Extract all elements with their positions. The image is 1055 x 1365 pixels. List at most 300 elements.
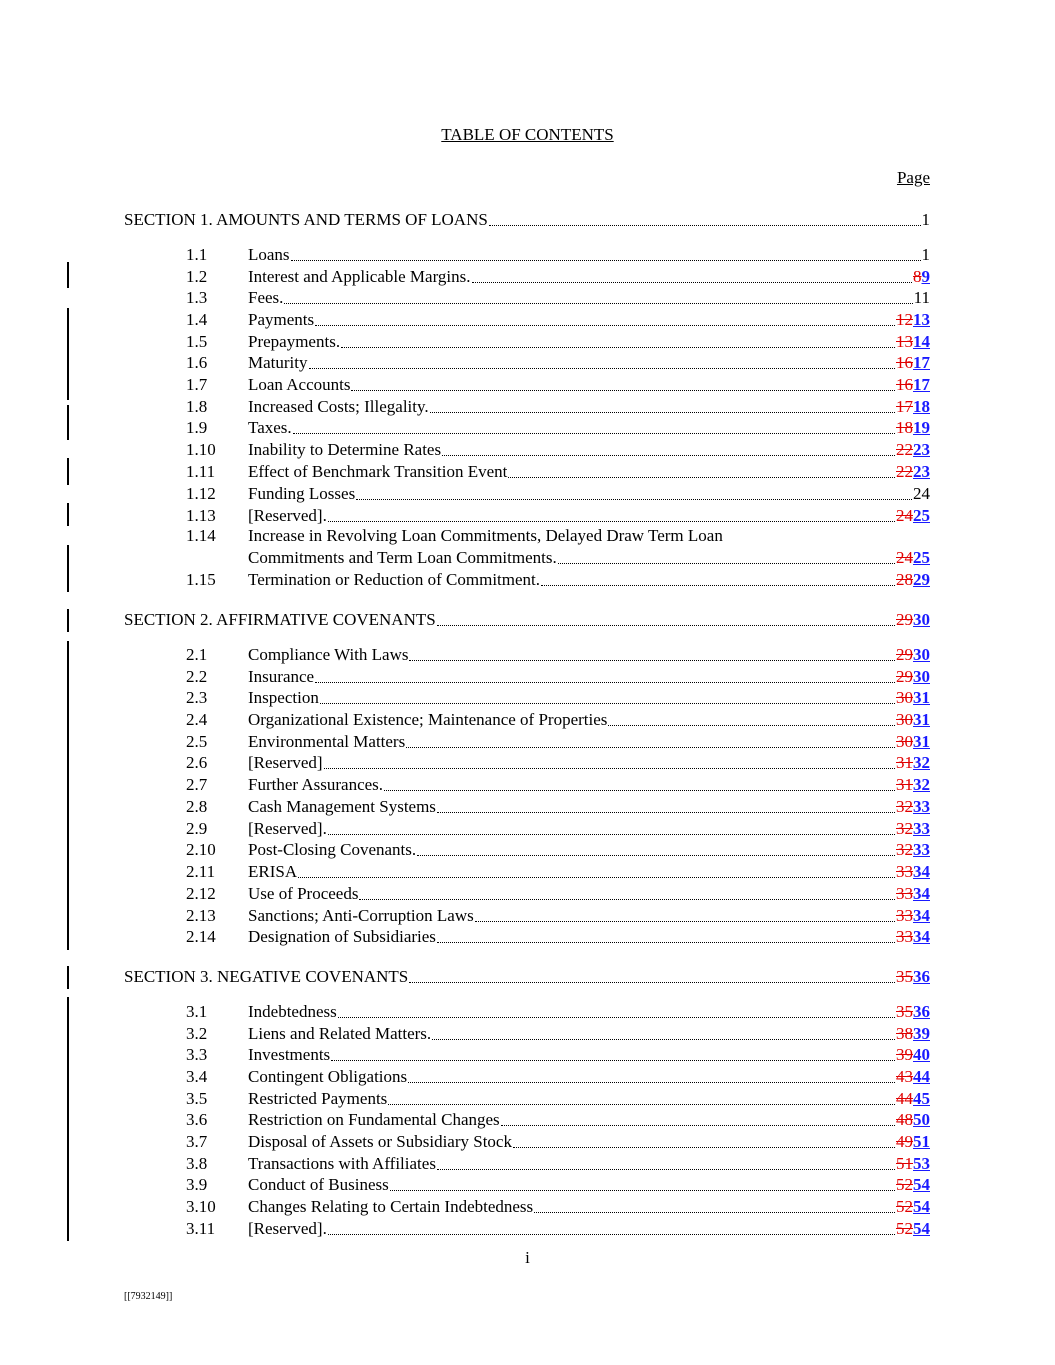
page-number-inserted: 53 — [913, 1154, 930, 1173]
page-number-deleted: 38 — [896, 1024, 913, 1043]
page-number-deleted: 48 — [896, 1110, 913, 1129]
page-number-inserted: 34 — [913, 862, 930, 881]
toc-entry-number: 3.10 — [186, 1197, 216, 1216]
toc-entry-number: 2.8 — [186, 797, 208, 816]
toc-entry-number: 1.3 — [186, 288, 208, 307]
page-ref — [896, 688, 930, 708]
page-number-deleted: 52 — [896, 1175, 913, 1194]
page-number-deleted: 32 — [896, 840, 913, 859]
dot-leader — [437, 811, 895, 813]
toc-entry-title: Cash Management Systems — [248, 797, 436, 816]
toc-entry[interactable] — [124, 667, 930, 687]
toc-entry-title: Effect of Benchmark Transition Event — [248, 462, 508, 481]
toc-entry[interactable] — [124, 1175, 930, 1195]
page-number-unchanged: 1 — [921, 210, 930, 229]
page-ref — [896, 1024, 930, 1044]
toc-entry[interactable] — [124, 1002, 930, 1022]
page-column-label: Page — [896, 168, 930, 187]
dot-leader — [315, 681, 895, 683]
change-bar — [67, 458, 69, 485]
page-number-deleted: 35 — [896, 1002, 913, 1021]
page-ref — [914, 288, 930, 308]
page-number-deleted: 30 — [896, 710, 913, 729]
toc-section-title: SECTION 1. AMOUNTS AND TERMS OF LOANS — [124, 210, 488, 229]
toc-entry-number: 3.1 — [186, 1002, 208, 1021]
page-number-inserted: 33 — [913, 797, 930, 816]
page-number-inserted: 33 — [913, 819, 930, 838]
toc-entry-title: Interest and Applicable Margins. — [248, 267, 471, 286]
page-ref — [896, 1197, 930, 1217]
toc-entry-title: Organizational Existence; Maintenance of Properties — [248, 710, 608, 729]
toc-entry-number: 2.10 — [186, 840, 216, 859]
toc-entry[interactable] — [124, 1154, 930, 1174]
dot-leader — [338, 1016, 895, 1018]
dot-leader — [328, 833, 895, 835]
dot-leader — [351, 389, 895, 391]
toc-entry-title: Inspection — [248, 688, 319, 707]
change-bar — [67, 966, 69, 989]
toc-entry[interactable] — [124, 1197, 930, 1217]
page-number-inserted: 29 — [913, 570, 930, 589]
toc-entry-number: 1.14 — [186, 526, 216, 545]
dot-leader — [417, 854, 895, 856]
toc-entry-title: Disposal of Assets or Subsidiary Stock — [248, 1132, 512, 1151]
dot-leader — [558, 562, 895, 564]
page-number-deleted: 44 — [896, 1089, 913, 1108]
dot-leader — [501, 1124, 895, 1126]
page-number-deleted: 33 — [896, 927, 913, 946]
toc-entry[interactable] — [124, 418, 930, 438]
toc-entry-title: [Reserved] — [248, 753, 323, 772]
toc-entry-number: 2.11 — [186, 862, 216, 881]
page-number-deleted: 29 — [896, 645, 913, 664]
toc-entry-title: Loan Accounts — [248, 375, 351, 394]
page-ref — [896, 753, 930, 773]
toc-entry[interactable] — [124, 570, 930, 590]
page-number-deleted: 31 — [896, 775, 913, 794]
toc-entry-number: 2.4 — [186, 710, 208, 729]
change-bar — [67, 405, 69, 440]
toc-entry[interactable] — [124, 245, 930, 265]
toc-section-entry[interactable] — [124, 610, 930, 630]
page-number-unchanged: 11 — [913, 288, 930, 307]
toc-entry-number: 1.15 — [186, 570, 216, 589]
toc-entry-number: 1.8 — [186, 397, 208, 416]
page-ref — [896, 862, 930, 882]
dot-leader — [284, 302, 912, 304]
page-ref — [896, 1219, 930, 1239]
toc-entry-title: ERISA — [248, 862, 298, 881]
toc-entry-title: [Reserved]. — [248, 1219, 327, 1238]
page-number-deleted: 33 — [896, 862, 913, 881]
page-number-inserted: 9 — [921, 267, 930, 286]
toc-entry-number: 2.12 — [186, 884, 216, 903]
page-number-inserted: 45 — [913, 1089, 930, 1108]
change-bar — [67, 609, 69, 632]
toc-entry[interactable] — [124, 267, 930, 287]
page-ref — [896, 775, 930, 795]
toc-entry-number: 1.4 — [186, 310, 208, 329]
toc-entry-title: Restriction on Fundamental Changes — [248, 1110, 500, 1129]
dot-leader — [608, 724, 895, 726]
page-ref — [896, 440, 930, 460]
page-number-deleted: 17 — [896, 397, 913, 416]
page-ref — [896, 967, 930, 987]
toc-entry-number: 2.5 — [186, 732, 208, 751]
dot-leader — [293, 432, 895, 434]
page-number-inserted: 23 — [913, 462, 930, 481]
toc-entry[interactable] — [124, 1024, 930, 1044]
page-ref — [896, 1089, 930, 1109]
page-number-deleted: 22 — [896, 462, 913, 481]
toc-entry[interactable] — [124, 375, 930, 395]
toc-entry[interactable] — [124, 753, 930, 773]
page-number-deleted: 33 — [896, 884, 913, 903]
toc-entry[interactable] — [124, 732, 930, 752]
page-ref — [896, 840, 930, 860]
toc-entry-number: 3.3 — [186, 1045, 208, 1064]
toc-entry-title: Fees. — [248, 288, 284, 307]
page-ref — [896, 797, 930, 817]
toc-entry-title: Liens and Related Matters. — [248, 1024, 432, 1043]
toc-entry-title: Insurance — [248, 667, 315, 686]
page-ref — [896, 506, 930, 526]
page-number-deleted: 16 — [896, 375, 913, 394]
toc-entry[interactable] — [124, 884, 930, 904]
toc-entry-title: Taxes. — [248, 418, 292, 437]
dot-leader — [534, 1211, 895, 1213]
page-number-deleted: 49 — [896, 1132, 913, 1151]
page-ref — [913, 267, 930, 287]
toc-entry-title: Payments — [248, 310, 315, 329]
page-number-inserted: 54 — [913, 1175, 930, 1194]
dot-leader — [390, 1189, 895, 1191]
toc-entry-title: Increased Costs; Illegality. — [248, 397, 429, 416]
toc-entry[interactable] — [124, 548, 930, 568]
toc-entry-title: Prepayments. — [248, 332, 341, 351]
toc-entry-title: Termination or Reduction of Commitment. — [248, 570, 541, 589]
page-number-inserted: 44 — [913, 1067, 930, 1086]
toc-entry-title: Restricted Payments — [248, 1089, 388, 1108]
dot-leader — [409, 659, 895, 661]
toc-entry[interactable] — [124, 332, 930, 352]
dot-leader — [437, 941, 895, 943]
dot-leader — [508, 476, 895, 478]
toc-entry-title: Compliance With Laws — [248, 645, 409, 664]
page-ref — [896, 610, 930, 630]
toc-section-entry[interactable] — [124, 967, 930, 987]
page-number-inserted: 30 — [913, 610, 930, 629]
dot-leader — [384, 789, 895, 791]
toc-entry[interactable] — [124, 288, 930, 308]
toc-entry[interactable] — [124, 440, 930, 460]
toc-entry-number: 2.14 — [186, 927, 216, 946]
page-number-inserted: 31 — [913, 732, 930, 751]
page-number-inserted: 50 — [913, 1110, 930, 1129]
dot-leader — [513, 1146, 895, 1148]
page-number-inserted: 13 — [913, 310, 930, 329]
page-number-inserted: 32 — [913, 753, 930, 772]
toc-entry-number: 3.4 — [186, 1067, 208, 1086]
page-number-inserted: 36 — [913, 967, 930, 986]
page-number-deleted: 32 — [896, 819, 913, 838]
toc-entry[interactable] — [124, 927, 930, 947]
toc-entry[interactable] — [124, 840, 930, 860]
dot-leader — [309, 367, 896, 369]
toc-entry-number: 3.2 — [186, 1024, 208, 1043]
toc-entry-title: Increase in Revolving Loan Commitments, Delayed Draw Term Loan — [248, 526, 723, 545]
page-number-deleted: 18 — [896, 418, 913, 437]
toc-entry-number: 2.9 — [186, 819, 208, 838]
change-bar — [67, 503, 69, 526]
dot-leader — [341, 346, 895, 348]
toc-entry[interactable] — [124, 1219, 930, 1239]
toc-entry[interactable] — [124, 1132, 930, 1152]
page-ref — [896, 1067, 930, 1087]
toc-entry-title: Transactions with Affiliates — [248, 1154, 436, 1173]
change-bar — [67, 641, 69, 950]
toc-entry-number: 1.6 — [186, 353, 208, 372]
toc-entry-number: 1.13 — [186, 506, 216, 525]
page-ref — [896, 1154, 930, 1174]
page-number-inserted: 51 — [913, 1132, 930, 1151]
toc-entry-title: Sanctions; Anti-Corruption Laws — [248, 906, 474, 925]
page-ref — [896, 1002, 930, 1022]
page-number-deleted: 24 — [896, 548, 913, 567]
dot-leader — [437, 1168, 895, 1170]
dot-leader — [409, 981, 895, 983]
toc-entry-number: 1.7 — [186, 375, 208, 394]
toc-entry-title: Investments — [248, 1045, 331, 1064]
page-number-inserted: 17 — [913, 353, 930, 372]
toc-entry[interactable] — [124, 862, 930, 882]
toc-entry-title: [Reserved]. — [248, 506, 327, 525]
page-ref — [896, 667, 930, 687]
page-number-deleted: 30 — [896, 688, 913, 707]
page-number-deleted: 16 — [896, 353, 913, 372]
page-ref — [896, 906, 930, 926]
page-number-deleted: 33 — [896, 906, 913, 925]
page-number-inserted: 54 — [913, 1219, 930, 1238]
dot-leader — [408, 1081, 895, 1083]
toc-entry-title: Inability to Determine Rates — [248, 440, 442, 459]
page-number-unchanged: 1 — [921, 245, 930, 264]
page-number-inserted: 18 — [913, 397, 930, 416]
toc-entry[interactable] — [124, 1110, 930, 1130]
page-number-inserted: 40 — [913, 1045, 930, 1064]
page-ref — [896, 819, 930, 839]
page-ref — [896, 1110, 930, 1130]
dot-leader — [541, 584, 895, 586]
toc-entry[interactable] — [124, 645, 930, 665]
toc-entry-title: Post-Closing Covenants. — [248, 840, 417, 859]
page-number-inserted: 34 — [913, 906, 930, 925]
toc-entry-title: Designation of Subsidiaries — [248, 927, 436, 946]
page-ref — [913, 484, 930, 504]
page-number: i — [525, 1248, 530, 1267]
page-number-inserted: 39 — [913, 1024, 930, 1043]
page-number-deleted: 12 — [896, 310, 913, 329]
dot-leader — [328, 1233, 895, 1235]
toc-section-title: SECTION 3. NEGATIVE COVENANTS — [124, 967, 409, 986]
page-ref — [896, 570, 930, 590]
page-ref — [896, 710, 930, 730]
dot-leader — [475, 920, 895, 922]
dot-leader — [298, 876, 895, 878]
page-number-inserted: 31 — [913, 688, 930, 707]
page-number-deleted: 30 — [896, 732, 913, 751]
dot-leader — [432, 1038, 895, 1040]
toc-entry-number: 2.3 — [186, 688, 208, 707]
page-number-deleted: 52 — [896, 1197, 913, 1216]
dot-leader — [328, 520, 895, 522]
toc-entry-title: Further Assurances. — [248, 775, 384, 794]
change-bar — [67, 262, 69, 288]
page-number-deleted: 31 — [896, 753, 913, 772]
toc-entry[interactable] — [124, 397, 930, 417]
page-ref — [896, 353, 930, 373]
toc-entry-number: 1.12 — [186, 484, 216, 503]
page-number-inserted: 30 — [913, 645, 930, 664]
page-ref — [896, 375, 930, 395]
page-ref — [896, 332, 930, 352]
page-ref — [922, 245, 931, 265]
page-ref — [896, 462, 930, 482]
toc-entry[interactable] — [124, 310, 930, 330]
toc-entry-number: 3.5 — [186, 1089, 208, 1108]
page-number-inserted: 34 — [913, 884, 930, 903]
dot-leader — [359, 898, 895, 900]
page-number-inserted: 17 — [913, 375, 930, 394]
page-number-deleted: 35 — [896, 967, 913, 986]
page-number-inserted: 31 — [913, 710, 930, 729]
page-number-unchanged: 24 — [913, 484, 930, 503]
dot-leader — [315, 324, 895, 326]
toc-entry[interactable] — [124, 484, 930, 504]
page-number-deleted: 28 — [896, 570, 913, 589]
page-number-inserted: 25 — [913, 506, 930, 525]
page-ref — [896, 645, 930, 665]
toc-entry-number: 2.7 — [186, 775, 208, 794]
toc-entry-number: 2.13 — [186, 906, 216, 925]
page-number-inserted: 14 — [913, 332, 930, 351]
toc-entry[interactable] — [124, 819, 930, 839]
toc-entry-number: 3.6 — [186, 1110, 208, 1129]
toc-entry[interactable] — [124, 1089, 930, 1109]
dot-leader — [320, 702, 895, 704]
page-number-inserted: 30 — [913, 667, 930, 686]
dot-leader — [442, 454, 895, 456]
toc-entry-title: Changes Relating to Certain Indebtedness — [248, 1197, 534, 1216]
page-number-deleted: 22 — [896, 440, 913, 459]
page-ref — [896, 548, 930, 568]
change-bar — [67, 308, 69, 400]
dot-leader — [437, 624, 895, 626]
toc-entry-title: Use of Proceeds — [248, 884, 359, 903]
page-ref — [896, 1132, 930, 1152]
toc-entry-number: 1.9 — [186, 418, 208, 437]
toc-entry[interactable] — [124, 710, 930, 730]
page-number-deleted: 39 — [896, 1045, 913, 1064]
page-ref — [896, 1045, 930, 1065]
toc-entry-title: Maturity — [248, 353, 308, 372]
toc-entry[interactable] — [124, 906, 930, 926]
dot-leader — [388, 1103, 895, 1105]
page-number-inserted: 36 — [913, 1002, 930, 1021]
dot-leader — [406, 746, 895, 748]
toc-entry-number: 1.2 — [186, 267, 208, 286]
toc-entry-number: 3.7 — [186, 1132, 208, 1151]
toc-entry-title-line2: Commitments and Term Loan Commitments. — [248, 548, 557, 567]
toc-entry-title: Funding Losses — [248, 484, 356, 503]
toc-entry-number: 1.10 — [186, 440, 216, 459]
page-number-deleted: 13 — [896, 332, 913, 351]
toc-entry[interactable] — [124, 1045, 930, 1065]
toc-entry-number: 2.6 — [186, 753, 208, 772]
toc-entry-number: 2.2 — [186, 667, 208, 686]
toc-entry-number: 3.9 — [186, 1175, 208, 1194]
footer-doc-id: [[7932149]] — [124, 1291, 173, 1302]
toc-entry[interactable] — [124, 462, 930, 482]
toc-entry-number: 1.5 — [186, 332, 208, 351]
page-ref — [896, 884, 930, 904]
toc-entry[interactable] — [124, 775, 930, 795]
dot-leader — [356, 498, 912, 500]
page-number-deleted: 52 — [896, 1219, 913, 1238]
page-number-deleted: 24 — [896, 506, 913, 525]
toc-entry[interactable] — [124, 1067, 930, 1087]
toc-entry[interactable] — [124, 688, 930, 708]
page-ref — [896, 1175, 930, 1195]
page-number-inserted: 19 — [913, 418, 930, 437]
toc-entry-title: Conduct of Business — [248, 1175, 389, 1194]
page-number-inserted: 23 — [913, 440, 930, 459]
toc-entry-title: Loans — [248, 245, 290, 264]
page-number-deleted: 51 — [896, 1154, 913, 1173]
toc-entry[interactable] — [124, 353, 930, 373]
toc-section-title: SECTION 2. AFFIRMATIVE COVENANTS — [124, 610, 436, 629]
page-number-deleted: 29 — [896, 667, 913, 686]
page-ref — [922, 210, 931, 230]
toc-entry-number: 2.1 — [186, 645, 208, 664]
toc-entry[interactable] — [124, 506, 930, 526]
change-bar — [67, 545, 69, 592]
page-number-inserted: 54 — [913, 1197, 930, 1216]
toc-entry-number: 1.1 — [186, 245, 208, 264]
toc-title: TABLE OF CONTENTS — [441, 125, 614, 144]
page-number-inserted: 25 — [913, 548, 930, 567]
toc-entry-number: 1.11 — [186, 462, 216, 481]
dot-leader — [324, 767, 895, 769]
toc-entry-title: Environmental Matters — [248, 732, 406, 751]
page-number-inserted: 33 — [913, 840, 930, 859]
dot-leader — [430, 411, 895, 413]
toc-entry-number: 3.8 — [186, 1154, 208, 1173]
page-number-deleted: 8 — [913, 267, 922, 286]
dot-leader — [489, 224, 921, 226]
dot-leader — [291, 259, 921, 261]
toc-entry-title: Indebtedness — [248, 1002, 337, 1021]
toc-entry-title-line1 — [124, 526, 930, 546]
toc-entry[interactable] — [124, 797, 930, 817]
page-ref — [896, 927, 930, 947]
page-number-inserted: 34 — [913, 927, 930, 946]
toc-entry-number: 3.11 — [186, 1219, 216, 1238]
toc-section-entry[interactable] — [124, 210, 930, 230]
page-number-deleted: 29 — [896, 610, 913, 629]
page-ref — [896, 397, 930, 417]
page-ref — [896, 732, 930, 752]
